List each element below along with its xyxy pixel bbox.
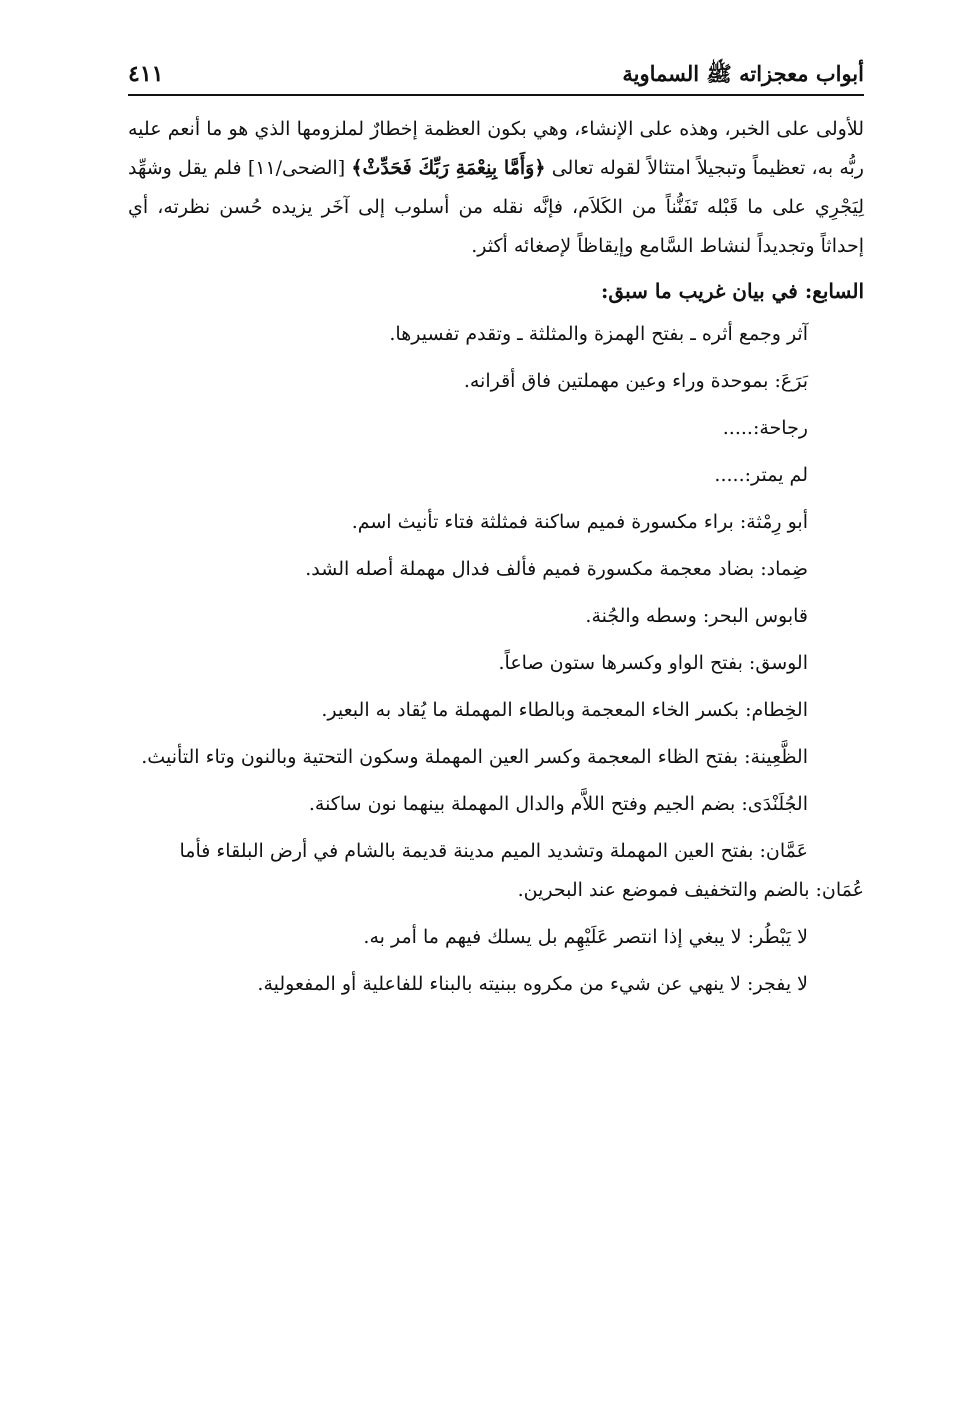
glossary-term: الظَّعِينة <box>750 746 808 768</box>
glossary-list <box>128 315 864 1004</box>
glossary-separator: : <box>752 417 760 439</box>
glossary-separator: : <box>744 464 752 486</box>
glossary-separator: : <box>733 511 747 533</box>
glossary-term: بَرَعَ <box>780 370 808 392</box>
glossary-separator: : <box>739 699 752 721</box>
glossary-definition: لا يبغي إذا انتصر عَلَيْهِم بل يسلك فيهم ما أمر به. <box>363 926 742 948</box>
glossary-entry <box>128 738 864 777</box>
quran-reference: [الضحى/١١] <box>247 157 352 179</box>
glossary-entry <box>128 644 864 683</box>
glossary-entry <box>128 832 864 910</box>
glossary-entry <box>128 918 864 957</box>
glossary-term: آثر <box>786 323 808 345</box>
glossary-entry <box>128 550 864 589</box>
glossary-term: الخِطام <box>751 699 808 721</box>
glossary-term: ضِماد <box>766 558 808 580</box>
glossary-term: أبو رِمْثة <box>746 511 808 533</box>
glossary-definition: ..... <box>722 417 753 439</box>
quran-verse: ﴿وَأَمَّا بِنِعْمَةِ رَبِّكَ فَحَدِّثْ﴾ <box>351 157 546 179</box>
glossary-term: عَمَّان <box>765 840 808 862</box>
section-heading: السابع: في بيان غريب ما سبق: <box>601 279 864 303</box>
intro-paragraph <box>128 110 864 266</box>
glossary-entry <box>128 456 864 495</box>
glossary-term: قابوس البحر <box>709 605 808 627</box>
glossary-term: رجاحة <box>759 417 808 439</box>
glossary-definition: بموحدة وراء وعين مهملتين فاق أقرانه. <box>463 370 769 392</box>
glossary-term: لا يفجر <box>753 973 808 995</box>
glossary-entry <box>128 409 864 448</box>
glossary-definition: بفتح العين المهملة وتشديد الميم مدينة قديمة بالشام في أرض البلقاء فأما عُمَان: بالضم والتخفيف فموضع عند البحرين. <box>179 840 864 901</box>
glossary-definition: بضم الجيم وفتح اللاَّم والدال المهملة بينهما نون ساكنة. <box>308 793 736 815</box>
glossary-term: الجُلَنْدَى <box>747 793 808 815</box>
glossary-definition: بكسر الخاء المعجمة وبالطاء المهملة ما يُقاد به البعير. <box>321 699 740 721</box>
running-title: أبواب معجزاته ﷺ السماوية <box>622 61 864 86</box>
glossary-definition: وجمع أثره ـ بفتح الهمزة والمثلثة ـ وتقدم تفسيرها. <box>389 323 781 345</box>
glossary-term: لا يَبْطُر <box>754 926 808 948</box>
glossary-separator: : <box>768 370 781 392</box>
glossary-separator: : <box>741 926 755 948</box>
glossary-entry <box>128 691 864 730</box>
glossary-separator: : <box>735 793 748 815</box>
glossary-entry <box>128 315 864 354</box>
glossary-entry <box>128 503 864 542</box>
page-header <box>128 58 864 96</box>
glossary-separator: : <box>696 605 710 627</box>
glossary-definition: بفتح الواو وكسرها ستون صاعاً. <box>498 652 743 674</box>
glossary-entry <box>128 362 864 401</box>
glossary-definition: وسطه والجُنة. <box>585 605 697 627</box>
glossary-definition: ..... <box>714 464 745 486</box>
glossary-definition: بفتح الظاء المعجمة وكسر العين المهملة وسكون التحتية وبالنون وتاء التأنيث. <box>141 746 739 768</box>
glossary-definition: لا ينهي عن شيء من مكروه ببنيته بالبناء للفاعلية أو المفعولية. <box>257 973 742 995</box>
paragraph-text-start: للأولى على الخبر، وهذه على الإنشاء، وهي بكون العظمة إخطارٌ لملزومها الذي هو ما أنعم عليه ربُّه به، تعظيماً وتبجيلاً امتثالاً لقوله تعالى <box>128 118 864 179</box>
glossary-separator: : <box>753 840 766 862</box>
glossary-separator: : <box>754 558 767 580</box>
glossary-definition: براء مكسورة فميم ساكنة فمثلثة فتاء تأنيث اسم. <box>351 511 734 533</box>
paragraph-text-end: فلم يقل وشهِّد لِيَجْرِي على ما قَبْله تَفَنُّناً من الكَلاَم، فإنَّه نقله من أسلوب إلى آخَر يزيده حُسن نظرته، أي إحداثاً وتجديداً لنشاط السَّامع وإيقاظاً لإصغائه أكثر. <box>128 157 864 257</box>
glossary-separator: : <box>742 652 756 674</box>
glossary-entry <box>128 965 864 1004</box>
glossary-entry <box>128 597 864 636</box>
glossary-term: الوسق <box>755 652 808 674</box>
page-body <box>128 110 864 1012</box>
glossary-entry <box>128 785 864 824</box>
glossary-separator: : <box>738 746 751 768</box>
glossary-term: لم يمتر <box>751 464 808 486</box>
page-number: ٤١١ <box>128 61 164 87</box>
glossary-definition: بضاد معجمة مكسورة فميم فألف فدال مهملة أصله الشد. <box>305 558 755 580</box>
glossary-separator: : <box>741 973 754 995</box>
